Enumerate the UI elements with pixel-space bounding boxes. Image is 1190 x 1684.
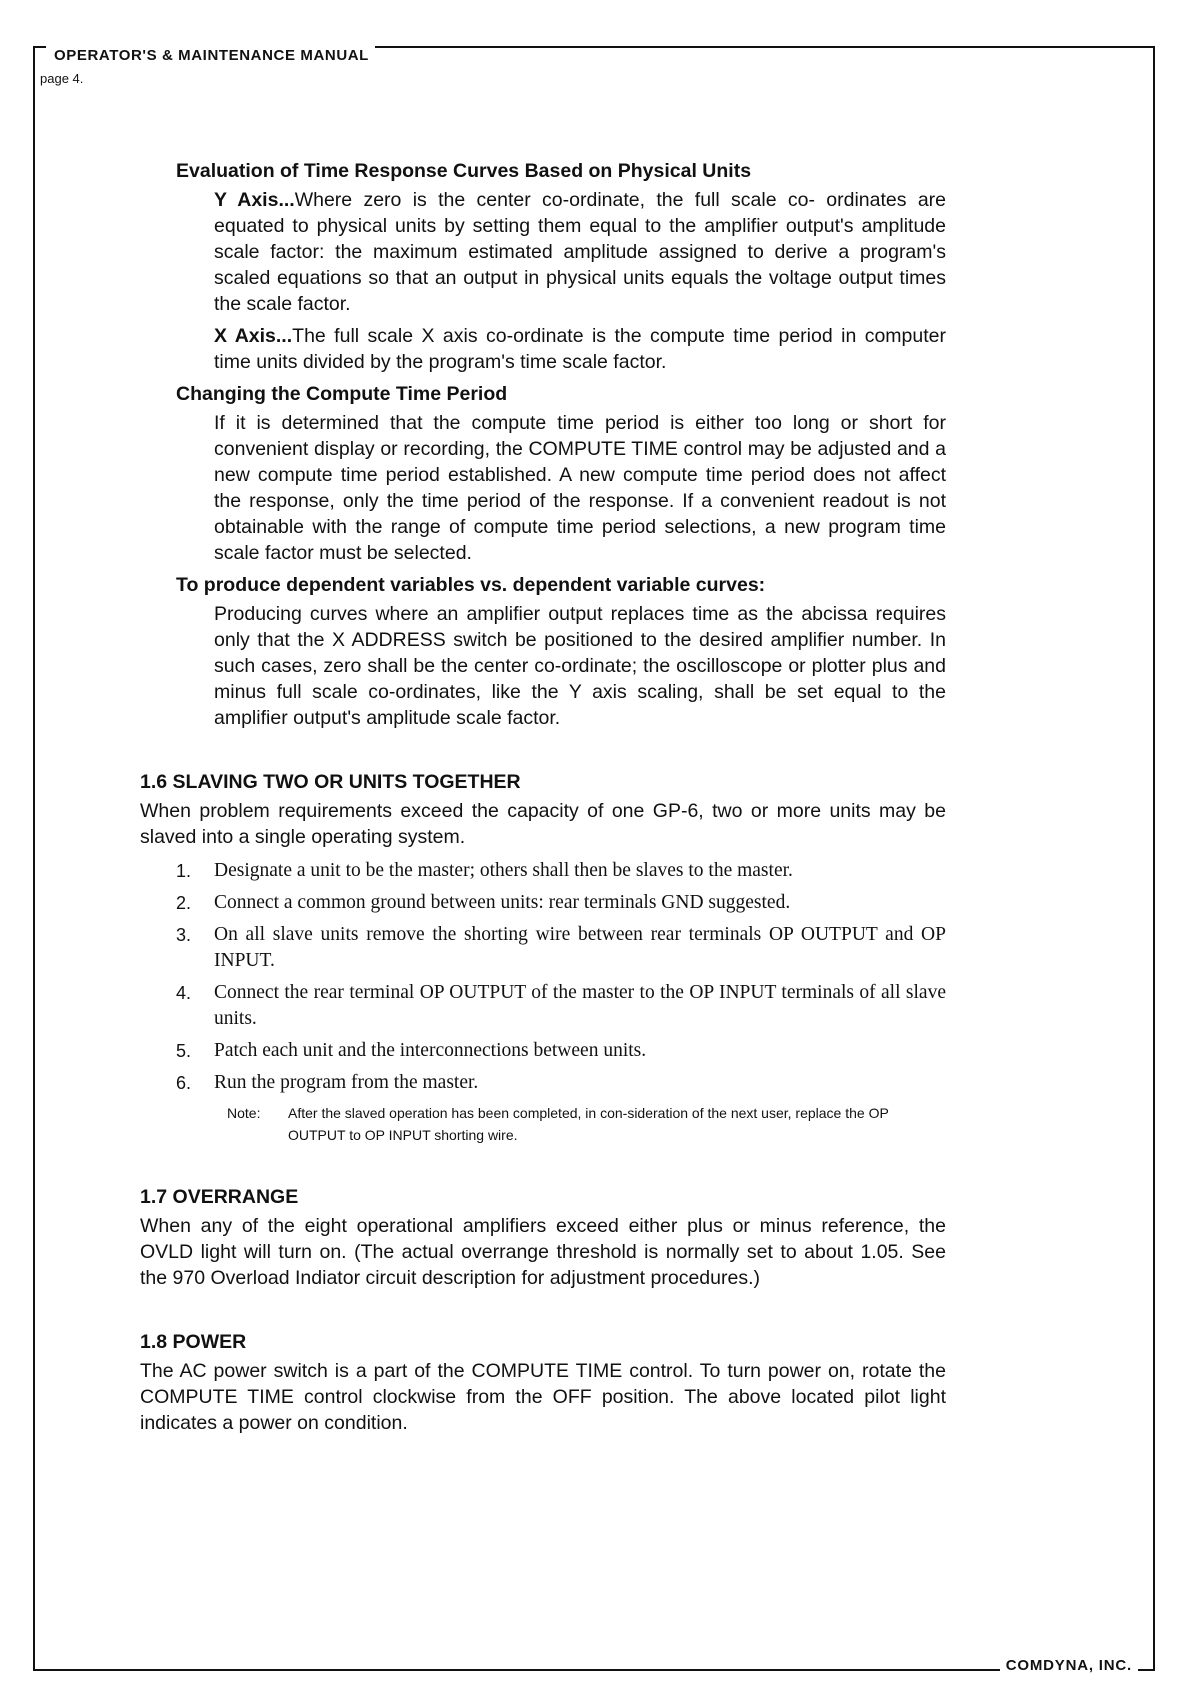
note-text: After the slaved operation has been completed, in con-sideration of the next user, replace the OP OUTPUT to OP INPUT shorting wire. (288, 1105, 889, 1143)
section-1-6-heading: 1.6 SLAVING TWO OR UNITS TOGETHER (140, 771, 521, 793)
frame-left-rule (33, 46, 35, 1670)
frame-right-rule (1153, 46, 1155, 1670)
step-number: 6. (176, 1073, 192, 1093)
x-axis-paragraph (214, 323, 946, 375)
step-text: Connect the rear terminal OP OUTPUT of the master to the OP INPUT terminals of all slave units. (214, 982, 946, 1029)
section-1-6-intro: When problem requirements exceed the capacity of one GP-6, two or more units may be slaved into a single operating system. (140, 800, 946, 848)
changing-text: If it is determined that the compute time period is either too long or short for convenient display or recording, the COMPUTE TIME control may be adjusted and a new compute time period established. A new compute time period does not affect the response, only the time period of the response. If a convenient readout is not obtainable with the range of compute time period selections, a new program time scale factor must be selected. (214, 412, 946, 564)
slaving-note (140, 1102, 946, 1146)
page-number: page 4. (40, 71, 84, 86)
section-1-8-text: The AC power switch is a part of the COMPUTE TIME control. To turn power on, rotate the COMPUTE TIME control clockwise from the OFF position. The above located pilot light indicates a power on condition. (140, 1360, 946, 1434)
list-item (140, 922, 946, 974)
slaving-steps-list (140, 858, 946, 1096)
step-text: Run the program from the master. (214, 1072, 479, 1093)
list-item (140, 858, 946, 884)
manual-title: OPERATOR'S & MAINTENANCE MANUAL (46, 46, 375, 66)
y-axis-text: Where zero is the center co-ordinate, the full scale co- ordinates are equated to physical units by setting them equal to the amplifier output's amplitude scale factor: the maximum estimated amplitude assigned to derive a program's scaled equations so that an output in physical units equals the voltage output times the scale factor. (214, 189, 946, 315)
list-item (140, 890, 946, 916)
section-1-7-heading: 1.7 OVERRANGE (140, 1186, 299, 1208)
changing-body (214, 410, 946, 566)
step-number: 3. (176, 925, 192, 945)
x-axis-label: X Axis... (214, 325, 293, 347)
step-text: On all slave units remove the shorting wire between rear terminals OP OUTPUT and OP INPUT. (214, 924, 946, 971)
produce-heading: To produce dependent variables vs. dependent variable curves: (176, 574, 766, 596)
changing-heading: Changing the Compute Time Period (176, 383, 508, 405)
x-axis-text: The full scale X axis co-ordinate is the compute time period in computer time units divided by the program's time scale factor. (214, 325, 946, 373)
section-1-8-heading: 1.8 POWER (140, 1331, 247, 1353)
page-content (140, 158, 946, 1436)
y-axis-paragraph (214, 187, 946, 317)
produce-text: Producing curves where an amplifier output replaces time as the abcissa requires only that the X ADDRESS switch be positioned to the desired amplifier number. In such cases, zero shall be the center co-ordinate; the oscilloscope or plotter plus and minus full scale co-ordinates, like the Y axis scaling, shall be set equal to the amplifier output's amplitude scale factor. (214, 603, 946, 729)
step-number: 5. (176, 1041, 192, 1061)
company-name: COMDYNA, INC. (1000, 1656, 1138, 1676)
produce-body (214, 601, 946, 731)
list-item (140, 1038, 946, 1064)
eval-heading: Evaluation of Time Response Curves Based on Physical Units (176, 160, 752, 182)
section-1-7-text: When any of the eight operational amplifiers exceed either plus or minus reference, the OVLD light will turn on. (The actual overrange threshold is normally set to about 1.05. See the 970 Overload Indiator circuit description for adjustment procedures.) (140, 1215, 946, 1289)
step-number: 1. (176, 861, 192, 881)
list-item (140, 1070, 946, 1096)
frame-bottom-rule (33, 1669, 1155, 1671)
step-text: Connect a common ground between units: rear terminals GND suggested. (214, 892, 791, 913)
note-label: Note: (227, 1105, 261, 1121)
list-item (140, 980, 946, 1032)
step-number: 4. (176, 983, 192, 1003)
step-text: Designate a unit to be the master; others shall then be slaves to the master. (214, 860, 793, 881)
step-number: 2. (176, 893, 192, 913)
y-axis-label: Y Axis... (214, 189, 295, 211)
eval-body (214, 187, 946, 375)
step-text: Patch each unit and the interconnections between units. (214, 1040, 647, 1061)
